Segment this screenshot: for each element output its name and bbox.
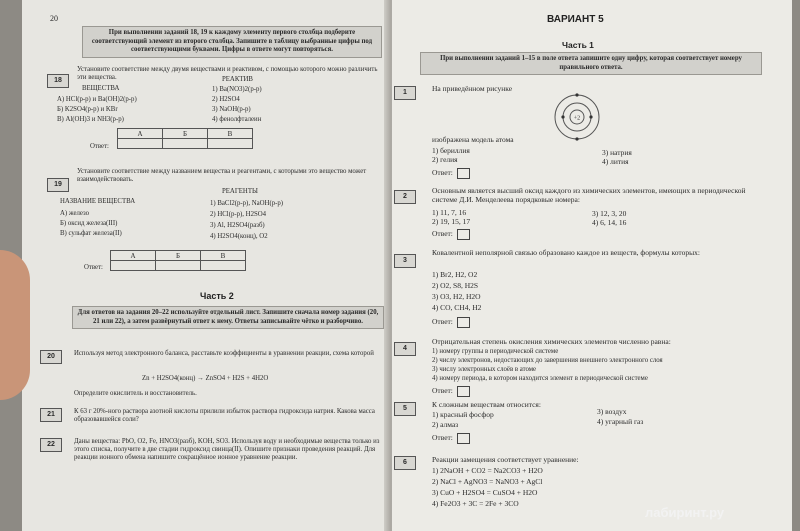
question-number-2: 2 xyxy=(394,190,416,204)
q19-reagent-2: 2) HCl(р-р), H2SO4 xyxy=(210,211,267,218)
q19-col2-head: РЕАГЕНТЫ xyxy=(222,188,258,195)
q6-option-3: 3) CuO + H2SO4 = CuSO4 + H2O xyxy=(432,488,538,497)
q18-answer-table[interactable] xyxy=(117,128,253,149)
q2-option-4: 4) 6, 14, 16 xyxy=(592,218,627,227)
q6-option-2: 2) NaCl + AgNO3 = NaNO3 + AgCl xyxy=(432,477,543,486)
left-page xyxy=(22,0,390,531)
q19-item-c: В) сульфат железа(II) xyxy=(60,230,122,237)
q19-head-a: А xyxy=(111,251,156,261)
q18-item-c: В) Al(OH)3 и NH3(р-р) xyxy=(57,116,124,123)
q4-answer-label: Ответ: xyxy=(432,386,453,396)
q5-option-2: 2) алмаз xyxy=(432,420,459,429)
q5-option-4: 4) угарный газ xyxy=(597,417,644,426)
question-number-3: 3 xyxy=(394,254,416,268)
q18-col1-head: ВЕЩЕСТВА xyxy=(82,85,120,92)
top-instruction: При выполнении заданий 18, 19 к каждому элементу первого столбца подберите соответствующий элемент из второго столбца. Запишите в таблицу выбранные цифры под соответствующими буквами. Цифры в ответе могут повторяться. xyxy=(82,26,382,58)
q2-option-2: 2) 19, 15, 17 xyxy=(432,217,471,226)
q19-item-a: А) железо xyxy=(60,210,90,217)
q19-text: Установите соответствие между названием вещества и реагентами, с которыми это вещество может взаимодействовать. xyxy=(77,168,367,183)
q3-answer-box[interactable] xyxy=(457,317,470,328)
q5-option-1: 1) красный фосфор xyxy=(432,410,494,419)
right-page xyxy=(392,0,792,531)
q1-text2: изображена модель атома xyxy=(432,135,514,144)
q20-equation: Zn + H2SO4(конц) → ZnSO4 + H2S + 4H2O xyxy=(142,375,269,382)
question-number-1: 1 xyxy=(394,86,416,100)
q4-answer xyxy=(432,386,470,397)
q18-head-c: В xyxy=(208,129,253,139)
q1-option-3: 3) натрия xyxy=(602,148,632,157)
q2-answer-label: Ответ: xyxy=(432,229,453,239)
q19-col1-head: НАЗВАНИЕ ВЕЩЕСТВА xyxy=(60,198,136,205)
q3-text: Ковалентной неполярной связью образовано каждое из веществ, формулы которых: xyxy=(432,248,700,257)
q3-option-1: 1) Br2, H2, O2 xyxy=(432,270,478,279)
q2-option-1: 1) 11, 7, 16 xyxy=(432,208,467,217)
q1-option-4: 4) лития xyxy=(602,157,629,166)
q1-answer-box[interactable] xyxy=(457,168,470,179)
q5-text: К сложным веществам относится: xyxy=(432,400,541,409)
q20-text2: Определите окислитель и восстановитель. xyxy=(74,390,197,397)
q19-item-b: Б) оксид железа(III) xyxy=(60,220,118,227)
q3-option-4: 4) CO, CH4, H2 xyxy=(432,303,482,312)
page-number: 20 xyxy=(50,14,58,23)
q18-answer-label: Ответ: xyxy=(90,143,109,150)
q1-option-2: 2) гелия xyxy=(432,155,458,164)
q2-answer xyxy=(432,229,470,240)
q18-text: Установите соответствие между двумя веществами и реактивом, с помощью которого можно различить эти вещества. xyxy=(77,66,378,81)
question-number-19: 19 xyxy=(47,178,69,192)
q18-item-b: Б) K2SO4(р-р) и KBr xyxy=(57,106,118,113)
q5-answer-label: Ответ: xyxy=(432,433,453,443)
q2-answer-box[interactable] xyxy=(457,229,470,240)
part1-title: Часть 1 xyxy=(562,40,594,50)
q21-text: К 63 г 20%-ного раствора азотной кислоты прилили избыток раствора гидроксида натрия. Какова масса образовавшейся соли? xyxy=(74,408,375,423)
atom-nucleus-label: +2 xyxy=(573,115,581,122)
q19-reagent-3: 3) Al, H2SO4(разб) xyxy=(210,222,265,229)
q3-answer xyxy=(432,317,470,328)
q3-option-2: 2) O2, S8, H2S xyxy=(432,281,479,290)
q18-cell-a[interactable] xyxy=(118,139,163,149)
question-number-4: 4 xyxy=(394,342,416,356)
q18-reagent-3: 3) NaOH(р-р) xyxy=(212,106,251,113)
q20-text: Используя метод электронного баланса, расставьте коэффициенты в уравнении реакции, схема которой xyxy=(74,350,374,357)
part1-instruction: При выполнении заданий 1–15 в поле ответа запишите одну цифру, которая соответствует номеру правильного ответа. xyxy=(420,52,762,75)
hand-holding-book xyxy=(0,250,30,400)
q19-cell-a[interactable] xyxy=(111,261,156,271)
q5-answer-box[interactable] xyxy=(457,433,470,444)
question-number-6: 6 xyxy=(394,456,416,470)
q19-reagent-4: 4) H2SO4(конц), O2 xyxy=(210,233,268,240)
part2-title: Часть 2 xyxy=(200,291,234,301)
q6-text: Реакции замещения соответствует уравнение: xyxy=(432,455,579,464)
q4-option-3: 3) числу электронных слоёв в атоме xyxy=(432,366,537,373)
q18-reagent-4: 4) фенолфталеин xyxy=(212,116,262,123)
q19-answer-label: Ответ: xyxy=(84,264,103,271)
q6-option-1: 1) 2NaOH + CO2 = Na2CO3 + H2O xyxy=(432,466,543,475)
question-number-5: 5 xyxy=(394,402,416,416)
q3-answer-label: Ответ: xyxy=(432,317,453,327)
q18-cell-c[interactable] xyxy=(208,139,253,149)
part2-instruction: Для ответов на задания 20–22 используйте отдельный лист. Запишите сначала номер задания (20, 21 или 22), а затем развёрнутый ответ к нему. Ответы записывайте чётко и разборчиво. xyxy=(72,306,384,329)
q18-item-a: А) HCl(р-р) и Ba(OH)2(р-р) xyxy=(57,96,137,103)
atom-model-diagram xyxy=(552,92,602,142)
q4-option-1: 1) номеру группы в периодической системе xyxy=(432,348,559,355)
q18-col2-head: РЕАКТИВ xyxy=(222,76,253,83)
q19-cell-b[interactable] xyxy=(156,261,201,271)
question-number-18: 18 xyxy=(47,74,69,88)
q19-head-b: Б xyxy=(156,251,201,261)
q4-answer-box[interactable] xyxy=(457,386,470,397)
q19-head-c: В xyxy=(201,251,246,261)
q19-answer-table[interactable] xyxy=(110,250,246,271)
question-number-20: 20 xyxy=(40,350,62,364)
q19-reagent-1: 1) BaCl2(р-р), NaOH(р-р) xyxy=(210,200,284,207)
q1-answer-label: Ответ: xyxy=(432,168,453,178)
q18-reagent-2: 2) H2SO4 xyxy=(212,96,240,103)
q2-option-3: 3) 12, 3, 20 xyxy=(592,209,627,218)
q1-option-1: 1) бериллия xyxy=(432,146,470,155)
q3-option-3: 3) O3, H2, H2O xyxy=(432,292,481,301)
q6-option-4: 4) Fe2O3 + 3C = 2Fe + 3CO xyxy=(432,499,519,508)
q18-head-b: Б xyxy=(163,129,208,139)
question-number-22: 22 xyxy=(40,438,62,452)
q4-option-2: 2) числу электронов, недостающих до завершения внешнего электронного слоя xyxy=(432,357,663,364)
q5-answer xyxy=(432,433,470,444)
q18-cell-b[interactable] xyxy=(163,139,208,149)
q1-text: На приведённом рисунке xyxy=(432,84,513,93)
q18-head-a: А xyxy=(118,129,163,139)
question-number-21: 21 xyxy=(40,408,62,422)
q22-text: Даны вещества: PbO, O2, Fe, HNO3(разб), KOH, SO3. Используя воду и необходимые вещества только из этого списка, получите в две стадии гидроксид свинца(II). Опишите признаки проведения реакций. Для реакции ионного обмена напишите сокращённое ионное уравнение реакции. xyxy=(74,438,380,461)
q1-answer xyxy=(432,168,470,179)
q18-reagent-1: 1) Ba(NO3)2(р-р) xyxy=(212,86,262,93)
variant-title: ВАРИАНТ 5 xyxy=(547,14,604,25)
q2-text: Основным является высший оксид каждого из химических элементов, имеющих в периодической системе Д.И. Менделеева порядковые номера: xyxy=(432,186,746,204)
q19-cell-c[interactable] xyxy=(201,261,246,271)
q4-option-4: 4) номеру периода, в котором находится элемент в периодической системе xyxy=(432,375,648,382)
q4-text: Отрицательная степень окисления химических элементов численно равна: xyxy=(432,337,671,346)
q5-option-3: 3) воздух xyxy=(597,407,627,416)
watermark-text: лабиринт.ру xyxy=(645,505,725,520)
